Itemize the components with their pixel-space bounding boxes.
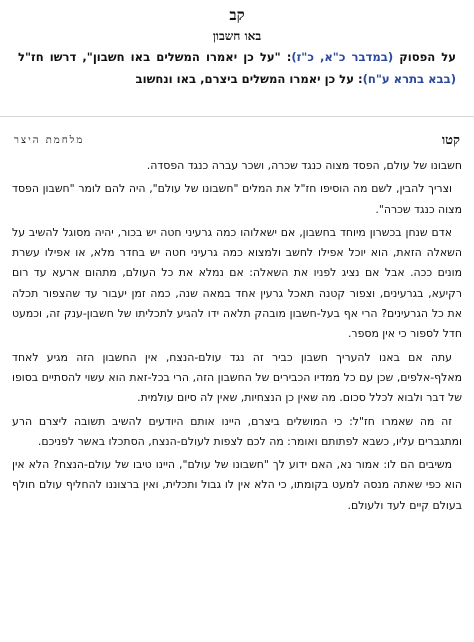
paragraph: חשבונו של עולם, הפסד מצוה כנגד שכרה, ושכר עברה כנגד הפסדה. [146, 159, 462, 172]
book-body-text [12, 156, 462, 519]
page-number: קב [229, 6, 245, 24]
section-title: באו חשבון [212, 29, 262, 43]
paragraph: אדם שנחן בכשרון מיוחד בחשבון, אם ישאלוהו כמה גרעיני חטה יש בכור, יהיה מסוגל להשיב על השאלה הזאת, הוא יוכל אפילו לחשב ולמצוא כמה גרעיני חטה יש בחדר מלא, או אפילו עשרת מונים ככה. אבל אם נציג לפניו את השאלה: אם נמלא את כל העולם, מתהום ארעא עד רום רקיעא, בגרעינים, וצפור קטנה תאכל גרעין אחד במאה שנה, כמה זמן יעבור עד שהצפור תכלה את כל הגרעינים? הרי אף בעל-חשבון מובהק תלאה ידו להגיע לתכליתו של חשבון-ענק זה, וכמעט חדל לספור כי אין מספר. [12, 225, 462, 341]
intro-paragraph [12, 46, 462, 90]
paragraph: זה מה שאמרו חז"ל: כי המושלים ביצרם, היינו אותם היודעים להשיב תשובה ליצרם הרע ומתגברים עליו, כשבא לפתותם ואומר: מה לכם לצפות לעולם-הנצח, הסתכלו באשר לפניכם. [12, 414, 462, 448]
verse-reference[interactable]: (במדבר כ"א, כ"ז) [291, 50, 394, 64]
talmud-reference[interactable]: (בבא בתרא ע"ח) [362, 72, 456, 86]
paragraph: משיבים הם לו: אמור נא, האם ידוע לך "חשבונו של עולם", היינו טיבו של עולם-הנצח? הלא אין הוא כפי שאתה מנסה למעט בקומתו, כי הלא אין לו גבול ותכלית, ואין ברצוננו להחליף עולם חולף בעולם קיים לעד ולעולם. [12, 458, 462, 512]
intro-text-start: על הפסוק [393, 50, 456, 64]
paragraph: עתה אם באנו להעריך חשבון כביר זה נגד עולם-הנצח, אין החשבון הזה מגיע לאחד מאלף-אלפים, שכן עם כל ממדיו הכבירים של החשבון הזה, הרי בכל-זאת הוא עשוי להסתיים בסופו של דבר ולבוא לכלל סכום. מה שאין כן הנצחיות, שאין לה סיום עולמית. [12, 350, 462, 405]
previous-page-excerpt [12, 6, 462, 108]
intro-text-end: : על כן יאמרו המשלים ביצרם, באו ונחשוב [135, 72, 363, 86]
book-page-number: קטו [441, 133, 460, 148]
book-name: מלחמת היצר [14, 134, 85, 146]
page-divider [0, 116, 474, 117]
intro-text-middle: : "על כן יאמרו המשלים באו חשבון", דרשו חז"ל [18, 50, 292, 64]
paragraph: וצריך להבין, לשם מה הוסיפו חז"ל את המלים "חשבונו של עולם", היה להם לומר "חשבון הפסד מצוה כנגד שכרה". [12, 182, 462, 216]
book-page-header [14, 132, 460, 148]
